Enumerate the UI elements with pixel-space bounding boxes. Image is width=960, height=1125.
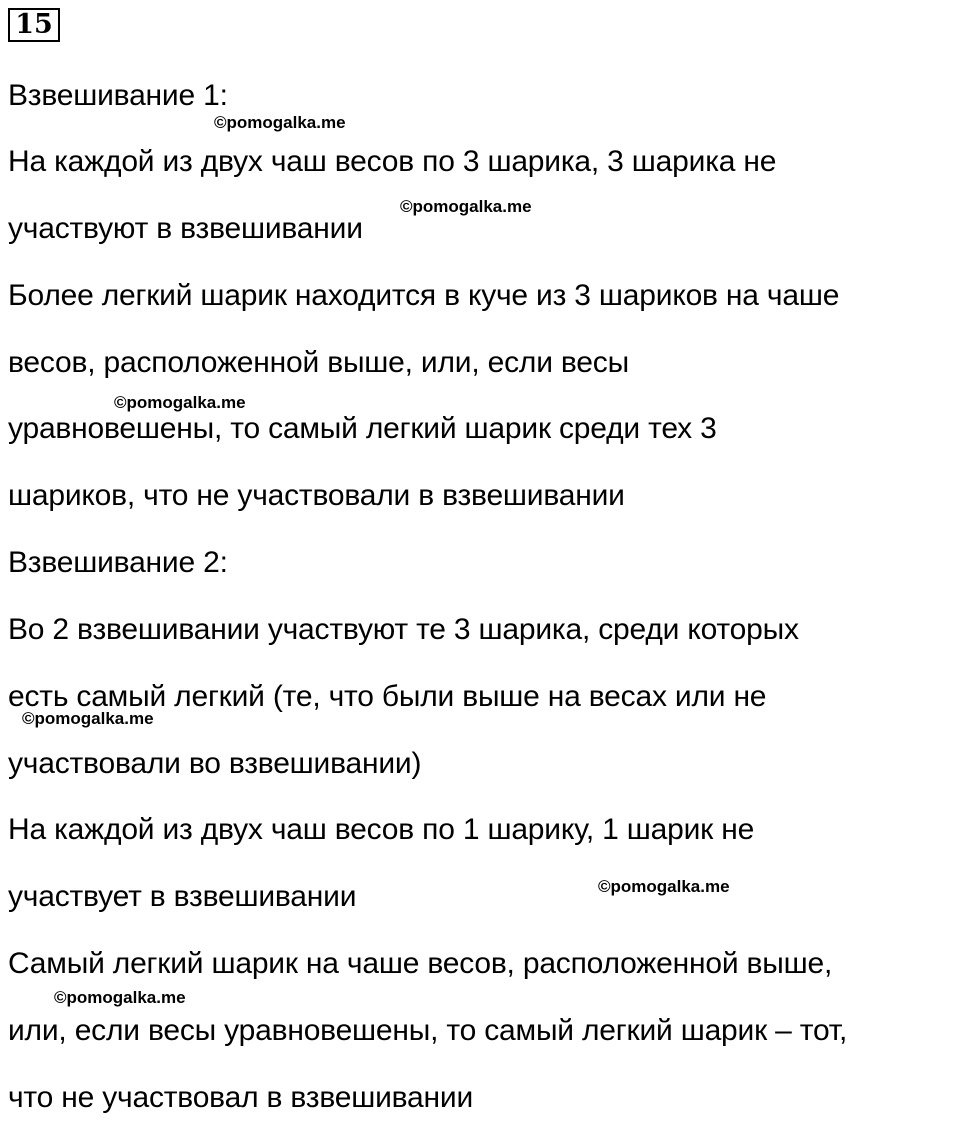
text-line: шариков, что не участвовали в взвешивании	[8, 479, 625, 512]
text-line: Взвешивание 2:	[8, 546, 228, 579]
text-line: Самый легкий шарик на чаше весов, расположенной выше,	[8, 947, 833, 980]
text-line: Более легкий шарик находится в куче из 3 шариков на чаше	[8, 279, 840, 312]
text-line: Взвешивание 1:	[8, 79, 228, 112]
text-line: уравновешены, то самый легкий шарик среди тех 3	[8, 412, 717, 445]
text-line: весов, расположенной выше, или, если весы	[8, 346, 629, 379]
watermark: ©pomogalka.me	[22, 709, 154, 728]
watermark: ©pomogalka.me	[54, 988, 186, 1007]
text-line: что не участвовал в взвешивании	[8, 1081, 474, 1114]
text-line: На каждой из двух чаш весов по 1 шарику, 1 шарик не	[8, 813, 755, 846]
watermark: ©pomogalka.me	[214, 113, 346, 132]
text-line: участвовали во взвешивании)	[8, 747, 422, 780]
text-line: Во 2 взвешивании участвуют те 3 шарика, среди которых	[8, 613, 799, 646]
task-number-badge: 15	[8, 8, 60, 42]
text-line: участвует в взвешивании	[8, 880, 357, 913]
text-line: есть самый легкий (те, что были выше на весах или не	[8, 680, 767, 713]
watermark: ©pomogalka.me	[598, 877, 730, 896]
text-line: или, если весы уравновешены, то самый легкий шарик – тот,	[8, 1014, 848, 1047]
watermark: ©pomogalka.me	[114, 393, 246, 412]
watermark: ©pomogalka.me	[400, 197, 532, 216]
text-line: На каждой из двух чаш весов по 3 шарика, 3 шарика не	[8, 145, 777, 178]
text-line: участвуют в взвешивании	[8, 212, 363, 245]
